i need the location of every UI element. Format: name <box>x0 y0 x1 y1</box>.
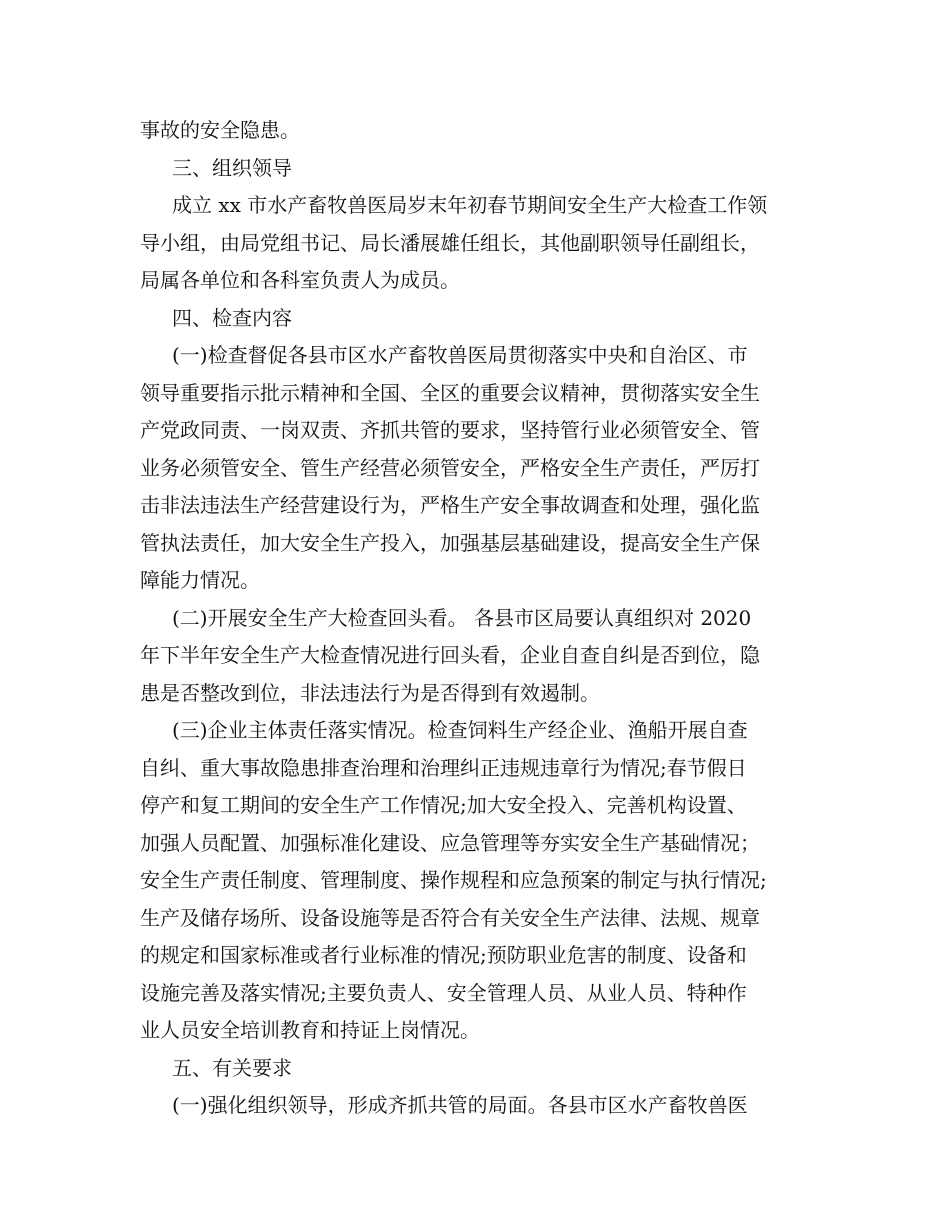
text-line: 导小组，由局党组书记、局长潘展雄任组长，其他副职领导任副组长， <box>140 230 760 255</box>
section-heading: 三、组织领导 <box>172 155 292 180</box>
text-line: 生产及储存场所、设备设施等是否符合有关安全生产法律、法规、规章 <box>140 905 760 930</box>
text-line: 障能力情况。 <box>140 568 260 592</box>
document-page <box>140 112 812 1125</box>
text-line: 成立 xx 市水产畜牧兽医局岁末年初春节期间安全生产大检查工作领 <box>172 193 768 217</box>
text-line: 管执法责任，加大安全生产投入，加强基层基础建设，提高安全生产保 <box>140 530 760 555</box>
text-line: 局属各单位和各科室负责人为成员。 <box>140 268 460 292</box>
text-line: 事故的安全隐患。 <box>140 118 300 142</box>
text-line: (三)企业主体责任落实情况。检查饲料生产经企业、渔船开展自查 <box>172 718 748 742</box>
text-line: 患是否整改到位，非法违法行为是否得到有效遏制。 <box>140 680 600 705</box>
text-line: (一)强化组织领导，形成齐抓共管的局面。各县市区水产畜牧兽医 <box>172 1093 748 1117</box>
text-line: 年下半年安全生产大检查情况进行回头看，企业自查自纠是否到位，隐 <box>140 643 760 667</box>
text-line: 的规定和国家标准或者行业标准的情况;预防职业危害的制度、设备和 <box>140 943 747 967</box>
text-line: 安全生产责任制度、管理制度、操作规程和应急预案的制定与执行情况; <box>140 868 767 892</box>
section-heading: 四、检查内容 <box>172 305 292 330</box>
text-line: 领导重要指示批示精神和全国、全区的重要会议精神，贯彻落实安全生 <box>140 380 760 405</box>
text-line: 产党政同责、一岗双责、齐抓共管的要求，坚持管行业必须管安全、管 <box>140 418 760 442</box>
text-line: 加强人员配置、加强标准化建设、应急管理等夯实安全生产基础情况； <box>140 830 760 855</box>
text-line: 业务必须管安全、管生产经营必须管安全，严格安全生产责任，严厉打 <box>140 455 760 480</box>
text-line: 停产和复工期间的安全生产工作情况;加大安全投入、完善机构设置、 <box>140 793 747 817</box>
section-heading: 五、有关要求 <box>172 1055 292 1080</box>
text-line: 自纠、重大事故隐患排查治理和治理纠正违规违章行为情况;春节假日 <box>140 755 747 780</box>
text-line: (二)开展安全生产大检查回头看。 各县市区局要认真组织对 2020 <box>172 605 752 630</box>
text-line: 设施完善及落实情况;主要负责人、安全管理人员、从业人员、特种作 <box>140 980 747 1005</box>
text-line: 击非法违法生产经营建设行为，严格生产安全事故调查和处理，强化监 <box>140 493 760 517</box>
text-line: 业人员安全培训教育和持证上岗情况。 <box>140 1018 480 1042</box>
text-line: (一)检查督促各县市区水产畜牧兽医局贯彻落实中央和自治区、市 <box>172 343 748 367</box>
